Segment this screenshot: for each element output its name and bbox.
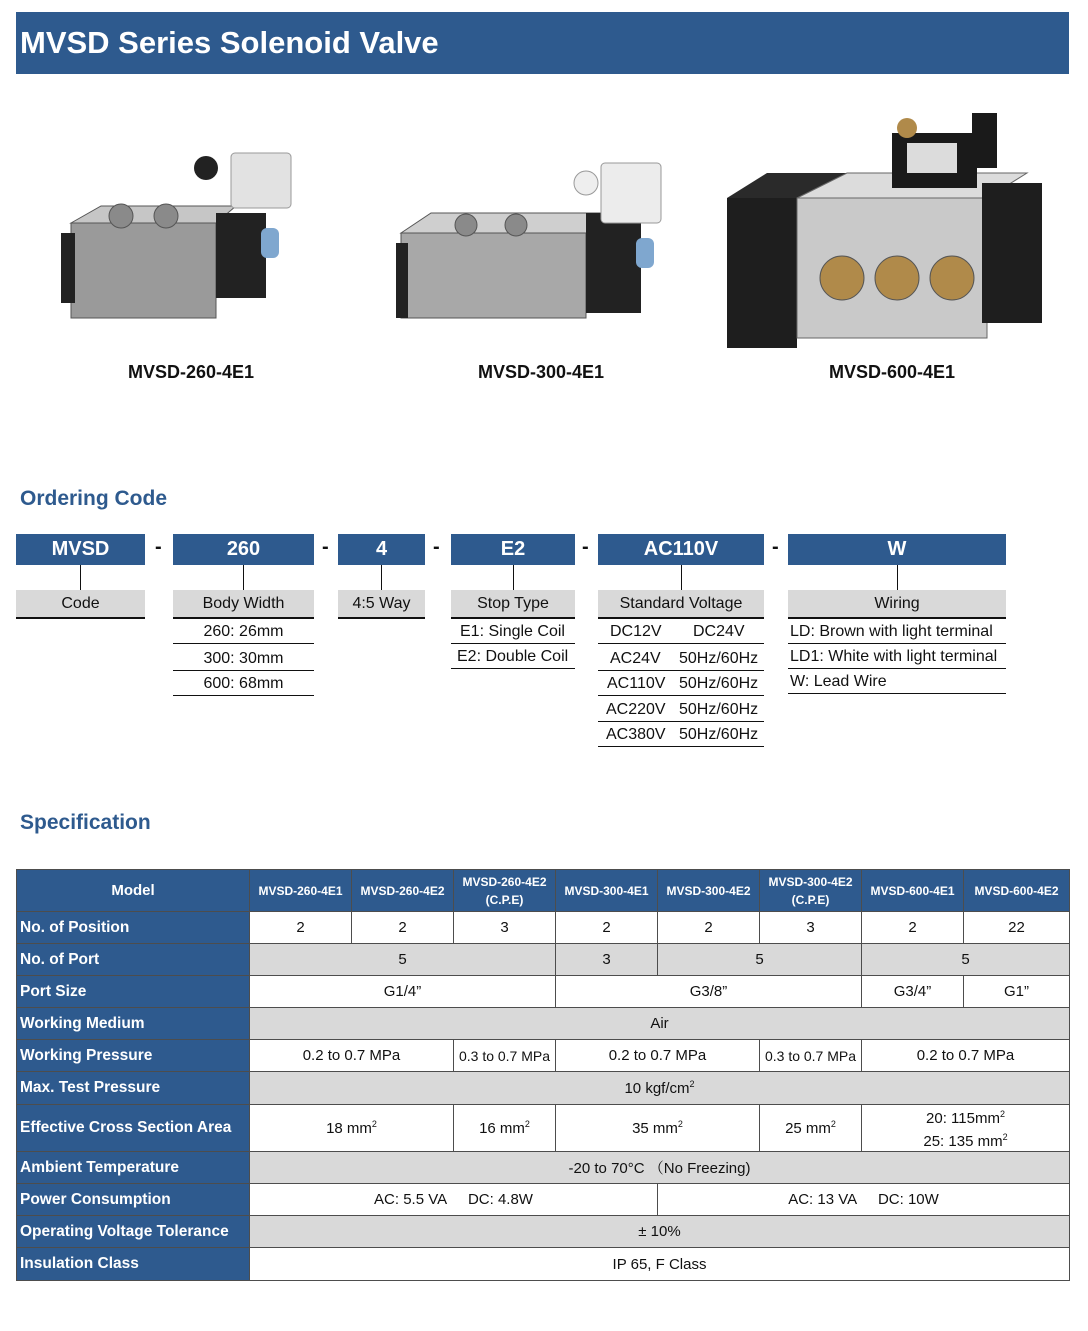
page-title: MVSD Series Solenoid Valve bbox=[20, 25, 439, 60]
table-row bbox=[17, 1184, 1070, 1216]
table-cell: G1/4” bbox=[250, 976, 556, 1008]
code-box-wiring: W bbox=[788, 534, 1006, 565]
voltage-option bbox=[598, 671, 764, 696]
voltage-option bbox=[598, 697, 764, 722]
model-column-header bbox=[760, 870, 862, 912]
table-cell: Air bbox=[250, 1008, 1070, 1040]
connector-line bbox=[243, 565, 244, 590]
table-cell bbox=[862, 1105, 1070, 1152]
cell-text: 16 mm bbox=[479, 1120, 525, 1137]
superscript: 2 bbox=[1002, 1132, 1008, 1142]
connector-line bbox=[681, 565, 682, 590]
superscript: 2 bbox=[830, 1119, 836, 1129]
product-card bbox=[26, 100, 356, 383]
model-name: MVSD-600-4E2 bbox=[974, 883, 1059, 898]
table-cell: ± 10% bbox=[250, 1216, 1070, 1248]
table-cell: G3/8” bbox=[556, 976, 862, 1008]
row-label: Port Size bbox=[17, 976, 250, 1008]
label-voltage: Standard Voltage bbox=[598, 590, 764, 619]
voltage-value: AC24V bbox=[610, 650, 661, 667]
row-label: Ambient Temperature bbox=[17, 1152, 250, 1184]
superscript: 2 bbox=[999, 1109, 1005, 1119]
cell-text: 35 mm bbox=[632, 1120, 678, 1137]
model-column-header bbox=[862, 870, 964, 912]
table-row bbox=[17, 1248, 1070, 1281]
model-name: MVSD-300-4E2 bbox=[666, 883, 751, 898]
table-row bbox=[17, 1216, 1070, 1248]
code-box-body-width: 260 bbox=[173, 534, 314, 565]
code-box-voltage: AC110V bbox=[598, 534, 764, 565]
voltage-frequency: 50Hz/60Hz bbox=[679, 726, 759, 743]
code-dash: - bbox=[433, 536, 440, 558]
specification-heading: Specification bbox=[20, 811, 151, 834]
voltage-frequency: 50Hz/60Hz bbox=[679, 675, 759, 692]
table-cell bbox=[454, 1105, 556, 1152]
specification-table bbox=[16, 869, 1070, 1281]
table-cell bbox=[250, 1105, 454, 1152]
body-width-option: 600: 68mm bbox=[173, 671, 314, 696]
superscript: 2 bbox=[524, 1119, 530, 1129]
model-name: MVSD-260-4E1 bbox=[258, 883, 343, 898]
table-cell: 5 bbox=[658, 944, 862, 976]
table-cell: 0.2 to 0.7 MPa bbox=[862, 1040, 1070, 1072]
cell-text: 25: 135 mm bbox=[923, 1133, 1003, 1150]
cell-text: AC: 13 VA bbox=[788, 1191, 858, 1208]
model-name: MVSD-260-4E2 bbox=[462, 874, 547, 889]
model-column-header bbox=[454, 870, 556, 912]
table-cell: IP 65, F Class bbox=[250, 1248, 1070, 1281]
table-cell: 5 bbox=[862, 944, 1070, 976]
table-row-models bbox=[17, 870, 1070, 912]
superscript: 2 bbox=[689, 1079, 695, 1089]
voltage-value: AC220V bbox=[606, 701, 666, 718]
table-cell bbox=[658, 1184, 1070, 1216]
table-cell bbox=[760, 1105, 862, 1152]
table-row bbox=[17, 1105, 1070, 1152]
voltage-frequency: DC24V bbox=[693, 623, 745, 640]
table-row bbox=[17, 976, 1070, 1008]
product-card bbox=[727, 100, 1057, 383]
model-column-header bbox=[352, 870, 454, 912]
table-cell: 2 bbox=[658, 912, 760, 944]
voltage-frequency: 50Hz/60Hz bbox=[679, 701, 759, 718]
product-caption: MVSD-600-4E1 bbox=[828, 362, 956, 382]
table-cell bbox=[250, 1184, 658, 1216]
table-cell: 0.2 to 0.7 MPa bbox=[556, 1040, 760, 1072]
table-cell: 3 bbox=[454, 912, 556, 944]
row-label: Working Medium bbox=[17, 1008, 250, 1040]
voltage-option bbox=[598, 619, 764, 644]
page-title-bar bbox=[16, 12, 1069, 74]
body-width-option: 260: 26mm bbox=[173, 619, 314, 644]
model-column-header bbox=[964, 870, 1070, 912]
code-dash: - bbox=[322, 536, 329, 558]
code-dash: - bbox=[772, 536, 779, 558]
label-way: 4:5 Way bbox=[338, 590, 425, 619]
code-box-stop-type: E2 bbox=[451, 534, 575, 565]
table-row bbox=[17, 1040, 1070, 1072]
connector-line bbox=[897, 565, 898, 590]
table-cell: 3 bbox=[760, 912, 862, 944]
table-cell: 3 bbox=[556, 944, 658, 976]
cell-text: 10 kgf/cm bbox=[624, 1080, 690, 1097]
model-sub: (C.P.E) bbox=[485, 892, 524, 907]
voltage-value: AC110V bbox=[607, 675, 666, 692]
body-width-option: 300: 30mm bbox=[173, 646, 314, 671]
table-row bbox=[17, 944, 1070, 976]
row-label: Max. Test Pressure bbox=[17, 1072, 250, 1105]
label-wiring: Wiring bbox=[788, 590, 1006, 619]
row-label: No. of Port bbox=[17, 944, 250, 976]
wiring-option: LD1: White with light terminal bbox=[788, 644, 1006, 669]
ordering-code-heading: Ordering Code bbox=[20, 487, 168, 510]
model-name: MVSD-260-4E2 bbox=[360, 883, 445, 898]
model-name: MVSD-300-4E1 bbox=[564, 883, 649, 898]
table-cell: 2 bbox=[862, 912, 964, 944]
table-cell: -20 to 70°C （No Freezing) bbox=[250, 1152, 1070, 1184]
connector-line bbox=[80, 565, 81, 590]
model-header: Model bbox=[17, 870, 250, 912]
table-cell: 2 bbox=[556, 912, 658, 944]
stop-type-option: E2: Double Coil bbox=[451, 644, 575, 669]
code-dash: - bbox=[155, 536, 162, 558]
row-label: No. of Position bbox=[17, 912, 250, 944]
voltage-value: DC12V bbox=[610, 623, 662, 640]
code-dash: - bbox=[582, 536, 589, 558]
model-column-header bbox=[556, 870, 658, 912]
row-label: Operating Voltage Tolerance bbox=[17, 1216, 250, 1248]
table-row bbox=[17, 1008, 1070, 1040]
voltage-value: AC380V bbox=[606, 726, 666, 743]
cell-text: 25 mm bbox=[785, 1120, 831, 1137]
code-box-way: 4 bbox=[338, 534, 425, 565]
table-cell: 2 bbox=[352, 912, 454, 944]
superscript: 2 bbox=[677, 1119, 683, 1129]
cell-text: DC: 4.8W bbox=[467, 1191, 533, 1208]
cell-text: 18 mm bbox=[326, 1120, 372, 1137]
cell-text: DC: 10W bbox=[877, 1191, 939, 1208]
table-cell: 5 bbox=[250, 944, 556, 976]
row-label: Effective Cross Section Area bbox=[17, 1105, 250, 1152]
label-code: Code bbox=[16, 590, 145, 619]
model-column-header bbox=[658, 870, 760, 912]
table-cell: 0.3 to 0.7 MPa bbox=[454, 1040, 556, 1072]
label-stop-type: Stop Type bbox=[451, 590, 575, 619]
wiring-option: LD: Brown with light terminal bbox=[788, 619, 1006, 644]
product-caption: MVSD-300-4E1 bbox=[477, 362, 605, 382]
row-label: Insulation Class bbox=[17, 1248, 250, 1281]
product-caption: MVSD-260-4E1 bbox=[127, 362, 255, 382]
table-row bbox=[17, 1152, 1070, 1184]
model-name: MVSD-300-4E2 bbox=[768, 874, 853, 889]
table-row bbox=[17, 1072, 1070, 1105]
cell-text: 20: 115mm bbox=[926, 1110, 1000, 1127]
voltage-frequency: 50Hz/60Hz bbox=[679, 650, 759, 667]
table-cell: 22 bbox=[964, 912, 1070, 944]
table-cell: G1” bbox=[964, 976, 1070, 1008]
row-label: Power Consumption bbox=[17, 1184, 250, 1216]
table-cell: G3/4” bbox=[862, 976, 964, 1008]
table-row bbox=[17, 912, 1070, 944]
connector-line bbox=[513, 565, 514, 590]
product-image bbox=[727, 100, 1057, 355]
model-sub: (C.P.E) bbox=[791, 892, 830, 907]
table-cell: 2 bbox=[250, 912, 352, 944]
table-cell: 0.3 to 0.7 MPa bbox=[760, 1040, 862, 1072]
model-name: MVSD-600-4E1 bbox=[870, 883, 955, 898]
row-label: Working Pressure bbox=[17, 1040, 250, 1072]
code-box-series: MVSD bbox=[16, 534, 145, 565]
table-cell: 0.2 to 0.7 MPa bbox=[250, 1040, 454, 1072]
product-image bbox=[376, 100, 706, 355]
wiring-option: W: Lead Wire bbox=[788, 669, 1006, 694]
product-image bbox=[26, 100, 356, 355]
superscript: 2 bbox=[371, 1119, 377, 1129]
table-cell bbox=[250, 1072, 1070, 1105]
stop-type-option: E1: Single Coil bbox=[451, 619, 575, 644]
product-card bbox=[376, 100, 706, 383]
table-cell bbox=[556, 1105, 760, 1152]
cell-text: AC: 5.5 VA bbox=[374, 1191, 448, 1208]
label-body-width: Body Width bbox=[173, 590, 314, 619]
model-column-header bbox=[250, 870, 352, 912]
voltage-option bbox=[598, 722, 764, 747]
voltage-option bbox=[598, 646, 764, 671]
connector-line bbox=[381, 565, 382, 590]
